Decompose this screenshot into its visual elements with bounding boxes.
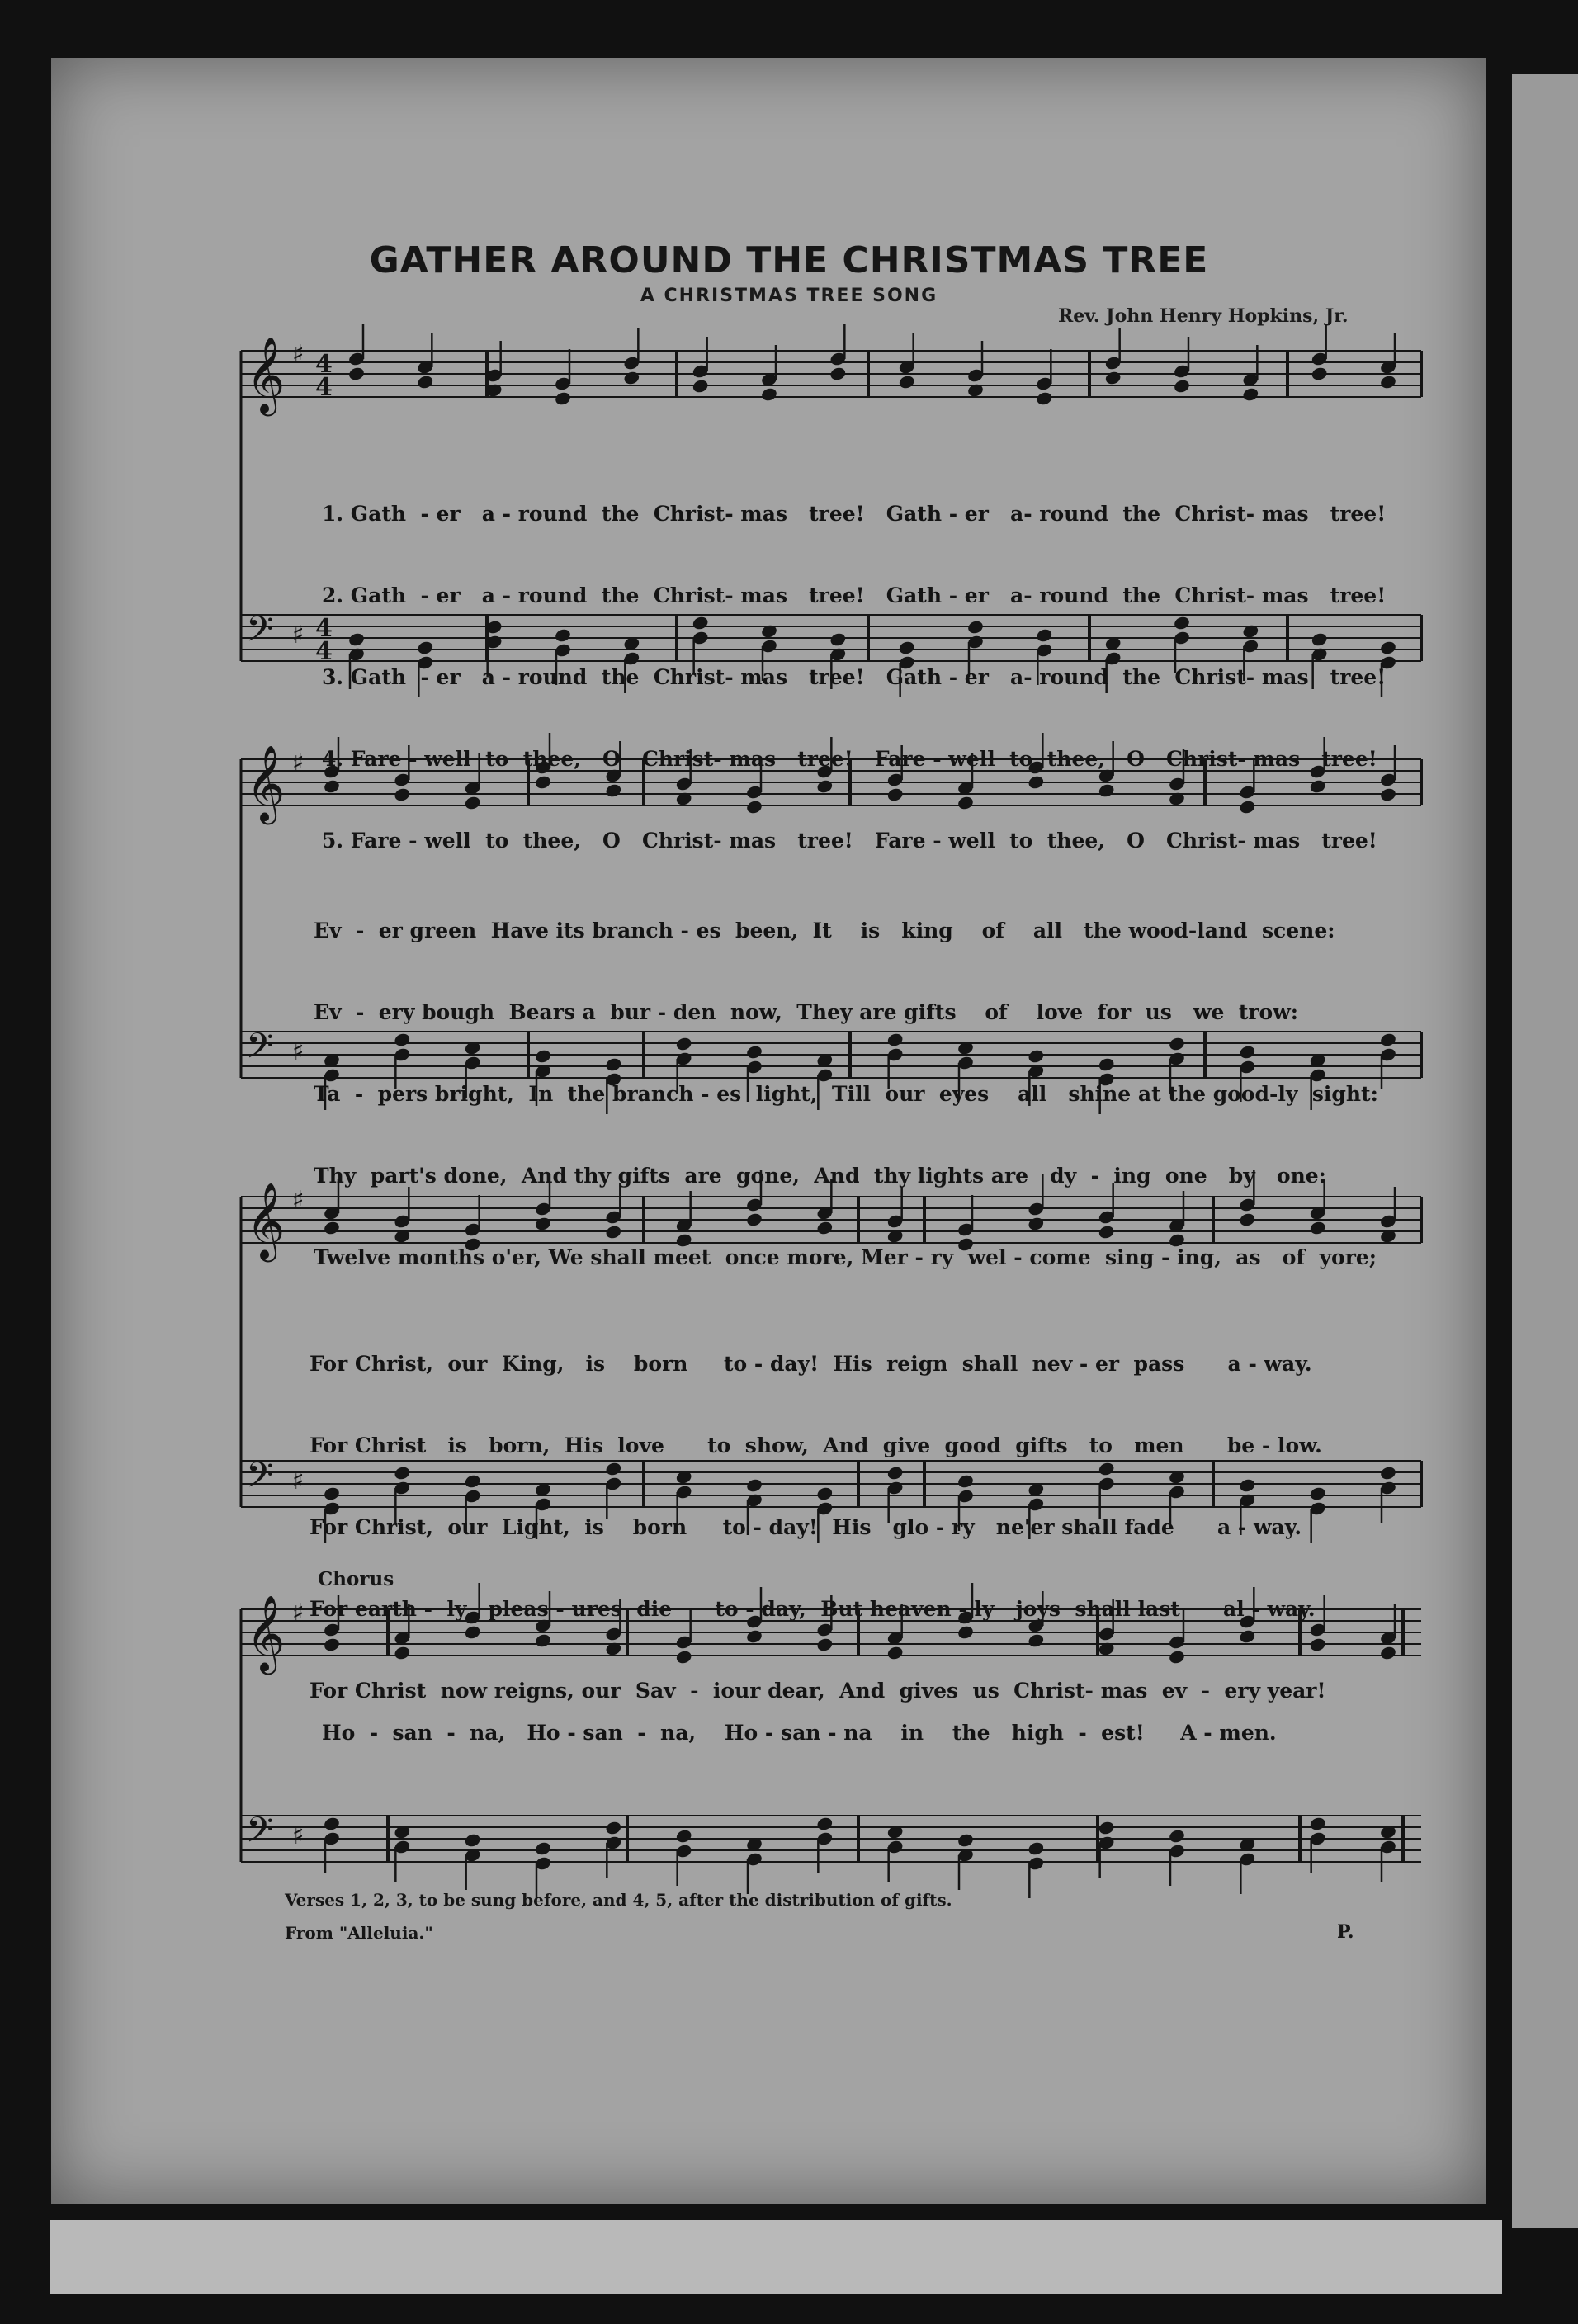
lyric-line: 3. Gath - er a - round the Christ- mas tree! Gath - er a- round the Christ- mas tree! <box>322 665 1387 689</box>
lyrics-system-2 <box>314 862 1378 1298</box>
note-head <box>416 374 434 390</box>
note-head <box>604 1820 622 1835</box>
note-head <box>1309 1816 1327 1831</box>
treble-clef: 𝄞 <box>246 1594 286 1671</box>
note-head <box>1379 1032 1397 1047</box>
song-title: GATHER AROUND THE CHRISTMAS TREE <box>369 239 1209 281</box>
note-head <box>1098 1820 1116 1835</box>
bass-clef: 𝄢 <box>246 1810 274 1859</box>
note-head <box>1311 366 1329 381</box>
lyric-line: Thy part's done, And thy gifts are gone, And thy lights are dy - ing one by one: <box>314 1164 1326 1188</box>
note-head <box>464 1832 482 1848</box>
sharp-sign: ♯ <box>292 1467 305 1495</box>
note-head <box>760 386 778 402</box>
composer-credit: Rev. John Henry Hopkins, Jr. <box>1058 305 1349 327</box>
lyrics-system-3 <box>309 1296 1325 1731</box>
footnote: Verses 1, 2, 3, to be sung before, and 4, 5, after the distribution of gifts. <box>285 1890 952 1910</box>
bass-clef: 𝄢 <box>246 609 274 659</box>
sharp-sign: ♯ <box>292 749 305 777</box>
lyrics-system-1 <box>322 446 1386 881</box>
bass-clef: 𝄢 <box>246 1026 274 1075</box>
bass-clef: 𝄢 <box>246 1455 274 1504</box>
lyric-line: 1. Gath - er a - round the Christ- mas tree! Gath - er a- round the Christ- mas tree! <box>322 502 1387 526</box>
note-head <box>1379 1645 1397 1660</box>
note-head <box>692 378 710 394</box>
note-head <box>675 1828 693 1844</box>
lyric-line: For earth - ly pleas - ures die to - day, But heaven - ly joys shall last al - way. <box>309 1597 1316 1621</box>
time-signature: 4 <box>315 637 333 666</box>
sharp-sign: ♯ <box>292 1186 305 1215</box>
note-head <box>1035 390 1053 406</box>
note-head <box>622 370 640 385</box>
lyric-line: Ev - er green Have its branch - es been, It is king of all the wood-land scene: <box>314 919 1335 942</box>
note-head <box>1027 1840 1045 1856</box>
note-head <box>534 1840 552 1856</box>
note-head <box>1241 386 1259 402</box>
lyric-line: 4. Fare - well to thee, O Christ- mas tree! Fare - well to thee, O Christ- mas tree! <box>322 747 1377 771</box>
treble-clef: 𝄞 <box>246 1182 286 1259</box>
note-head <box>1379 1465 1397 1481</box>
sharp-sign: ♯ <box>292 621 305 649</box>
note-head <box>1173 378 1191 394</box>
chorus-label: Chorus <box>318 1568 394 1590</box>
note-head <box>1379 374 1397 390</box>
note-head <box>898 374 916 390</box>
lyric-line: Twelve months o'er, We shall meet once more, Mer - ry wel - come sing - ing, as of yore; <box>314 1245 1377 1269</box>
note-head <box>554 390 572 406</box>
treble-clef: 𝄞 <box>246 744 286 821</box>
page-letter: P. <box>1337 1921 1354 1943</box>
lyric-line: 5. Fare - well to thee, O Christ- mas tree! Fare - well to thee, O Christ- mas tree! <box>322 829 1377 853</box>
sharp-sign: ♯ <box>292 1599 305 1627</box>
lyric-line: For Christ is born, His love to show, And give good gifts to men be - low. <box>309 1434 1322 1457</box>
time-signature: 4 <box>315 350 333 379</box>
lyric-line: Ta - pers bright, In the branch - es light, Till our eyes all shine at the good-ly sight: <box>314 1082 1378 1106</box>
source-credit: From "Alleluia." <box>285 1923 433 1943</box>
note-head <box>1168 1828 1186 1844</box>
sharp-sign: ♯ <box>292 1037 305 1066</box>
note-head <box>347 366 366 381</box>
note-head <box>1104 370 1122 385</box>
note-head <box>829 366 847 381</box>
time-signature: 4 <box>315 614 333 643</box>
song-subtitle: A CHRISTMAS TREE SONG <box>640 286 938 306</box>
note-head <box>815 1816 834 1831</box>
lyric-line: For Christ, our Light, is born to - day! His glo - ry ne'er shall fade a - way. <box>309 1515 1302 1539</box>
chorus-lyrics: Ho - san - na, Ho - san - na, Ho - san - na in the high - est! A - men. <box>322 1721 1277 1745</box>
lyric-line: For Christ now reigns, our Sav - iour dear, And gives us Christ- mas ev - ery year! <box>309 1679 1326 1703</box>
sharp-sign: ♯ <box>292 1821 305 1850</box>
lyric-line: For Christ, our King, is born to - day! His reign shall nev - er pass a - way. <box>309 1352 1312 1376</box>
lyric-line: 2. Gath - er a - round the Christ- mas tree! Gath - er a- round the Christ- mas tree! <box>322 583 1387 607</box>
sharp-sign: ♯ <box>292 340 305 369</box>
note-head <box>323 1816 341 1831</box>
treble-clef: 𝄞 <box>246 336 286 413</box>
note-head <box>957 1832 975 1848</box>
time-signature: 4 <box>315 373 333 402</box>
lyric-line: Ev - ery bough Bears a bur - den now, They are gifts of love for us we trow: <box>314 1000 1298 1024</box>
